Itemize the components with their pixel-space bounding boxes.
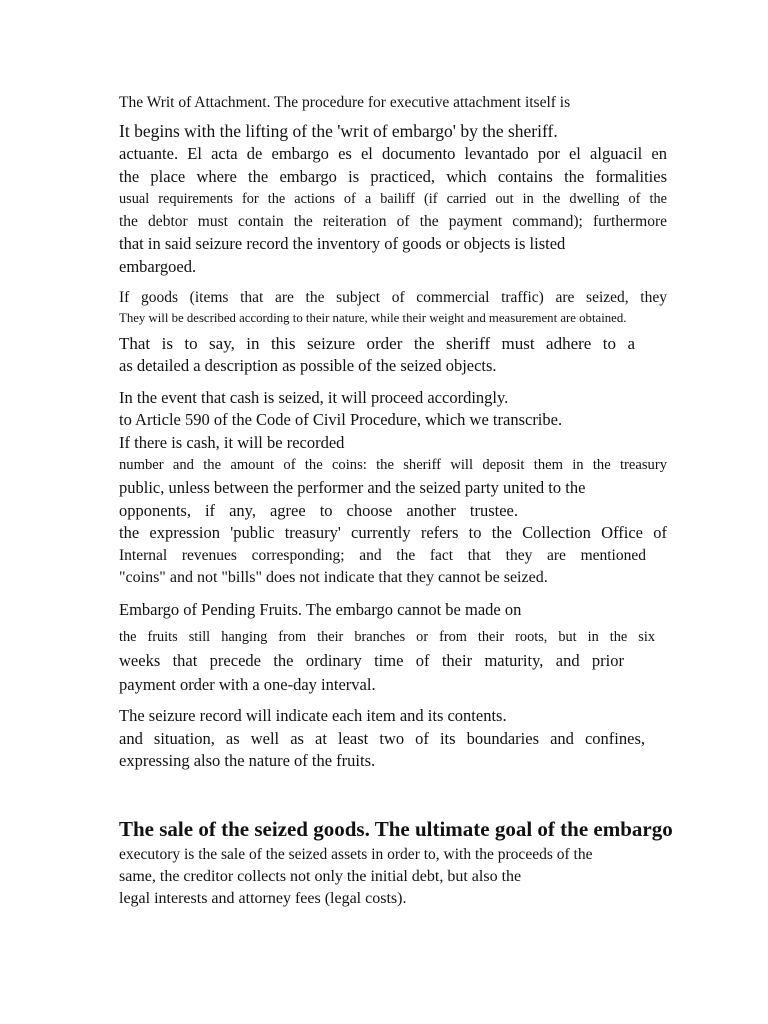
text-line: executory is the sale of the seized assets in order to, with the proceeds of the [119, 846, 593, 863]
text-line: as detailed a description as possible of the seized objects. [119, 356, 497, 375]
text-line: weeks that precede the ordinary time of their maturity, and prior [119, 651, 624, 670]
text-line: actuante. El acta de embargo es el documento levantado por el alguacil en [119, 144, 667, 163]
text-line: The seizure record will indicate each item and its contents. [119, 706, 507, 725]
text-line: usual requirements for the actions of a bailiff (if carried out in the dwelling of the [119, 191, 667, 207]
text-line: legal interests and attorney fees (legal costs). [119, 890, 407, 907]
text-line: the expression 'public treasury' currently refers to the Collection Office of [119, 523, 667, 542]
text-line: expressing also the nature of the fruits. [119, 751, 376, 770]
text-line: Internal revenues corresponding; and the fact that they are mentioned [119, 547, 646, 564]
text-line: the fruits still hanging from their branches or from their roots, but in the six [119, 629, 655, 645]
text-line: the place where the embargo is practiced, which contains the formalities [119, 167, 667, 186]
text-line: Embargo of Pending Fruits. The embargo cannot be made on [119, 600, 522, 619]
text-line: embargoed. [119, 257, 197, 276]
text-line: It begins with the lifting of the 'writ of embargo' by the sheriff. [119, 121, 558, 141]
text-line: The Writ of Attachment. The procedure for executive attachment itself is [119, 94, 571, 111]
section-heading: The sale of the seized goods. The ultimate goal of the embargo [119, 817, 673, 841]
text-line: number and the amount of the coins: the sheriff will deposit them in the treasury [119, 457, 667, 473]
text-line: "coins" and not "bills" does not indicate that they cannot be seized. [119, 569, 548, 586]
text-line: In the event that cash is seized, it will proceed accordingly. [119, 388, 509, 407]
text-line: and situation, as well as at least two of its boundaries and confines, [119, 729, 645, 748]
text-line: If there is cash, it will be recorded [119, 433, 345, 452]
text-line: the debtor must contain the reiteration of the payment command); furthermore [119, 213, 667, 230]
text-line: If goods (items that are the subject of commercial traffic) are seized, they [119, 289, 667, 306]
text-line: to Article 590 of the Code of Civil Procedure, which we transcribe. [119, 410, 563, 429]
text-line: That is to say, in this seizure order the sheriff must adhere to a [119, 334, 635, 353]
text-line: public, unless between the performer and the seized party united to the [119, 478, 586, 497]
text-line: opponents, if any, agree to choose another trustee. [119, 501, 518, 520]
text-line: same, the creditor collects not only the initial debt, but also the [119, 868, 522, 885]
text-line: payment order with a one-day interval. [119, 675, 376, 694]
text-line: that in said seizure record the inventory of goods or objects is listed [119, 234, 566, 253]
text-line: They will be described according to their nature, while their weight and measurement are obtained. [119, 311, 627, 325]
